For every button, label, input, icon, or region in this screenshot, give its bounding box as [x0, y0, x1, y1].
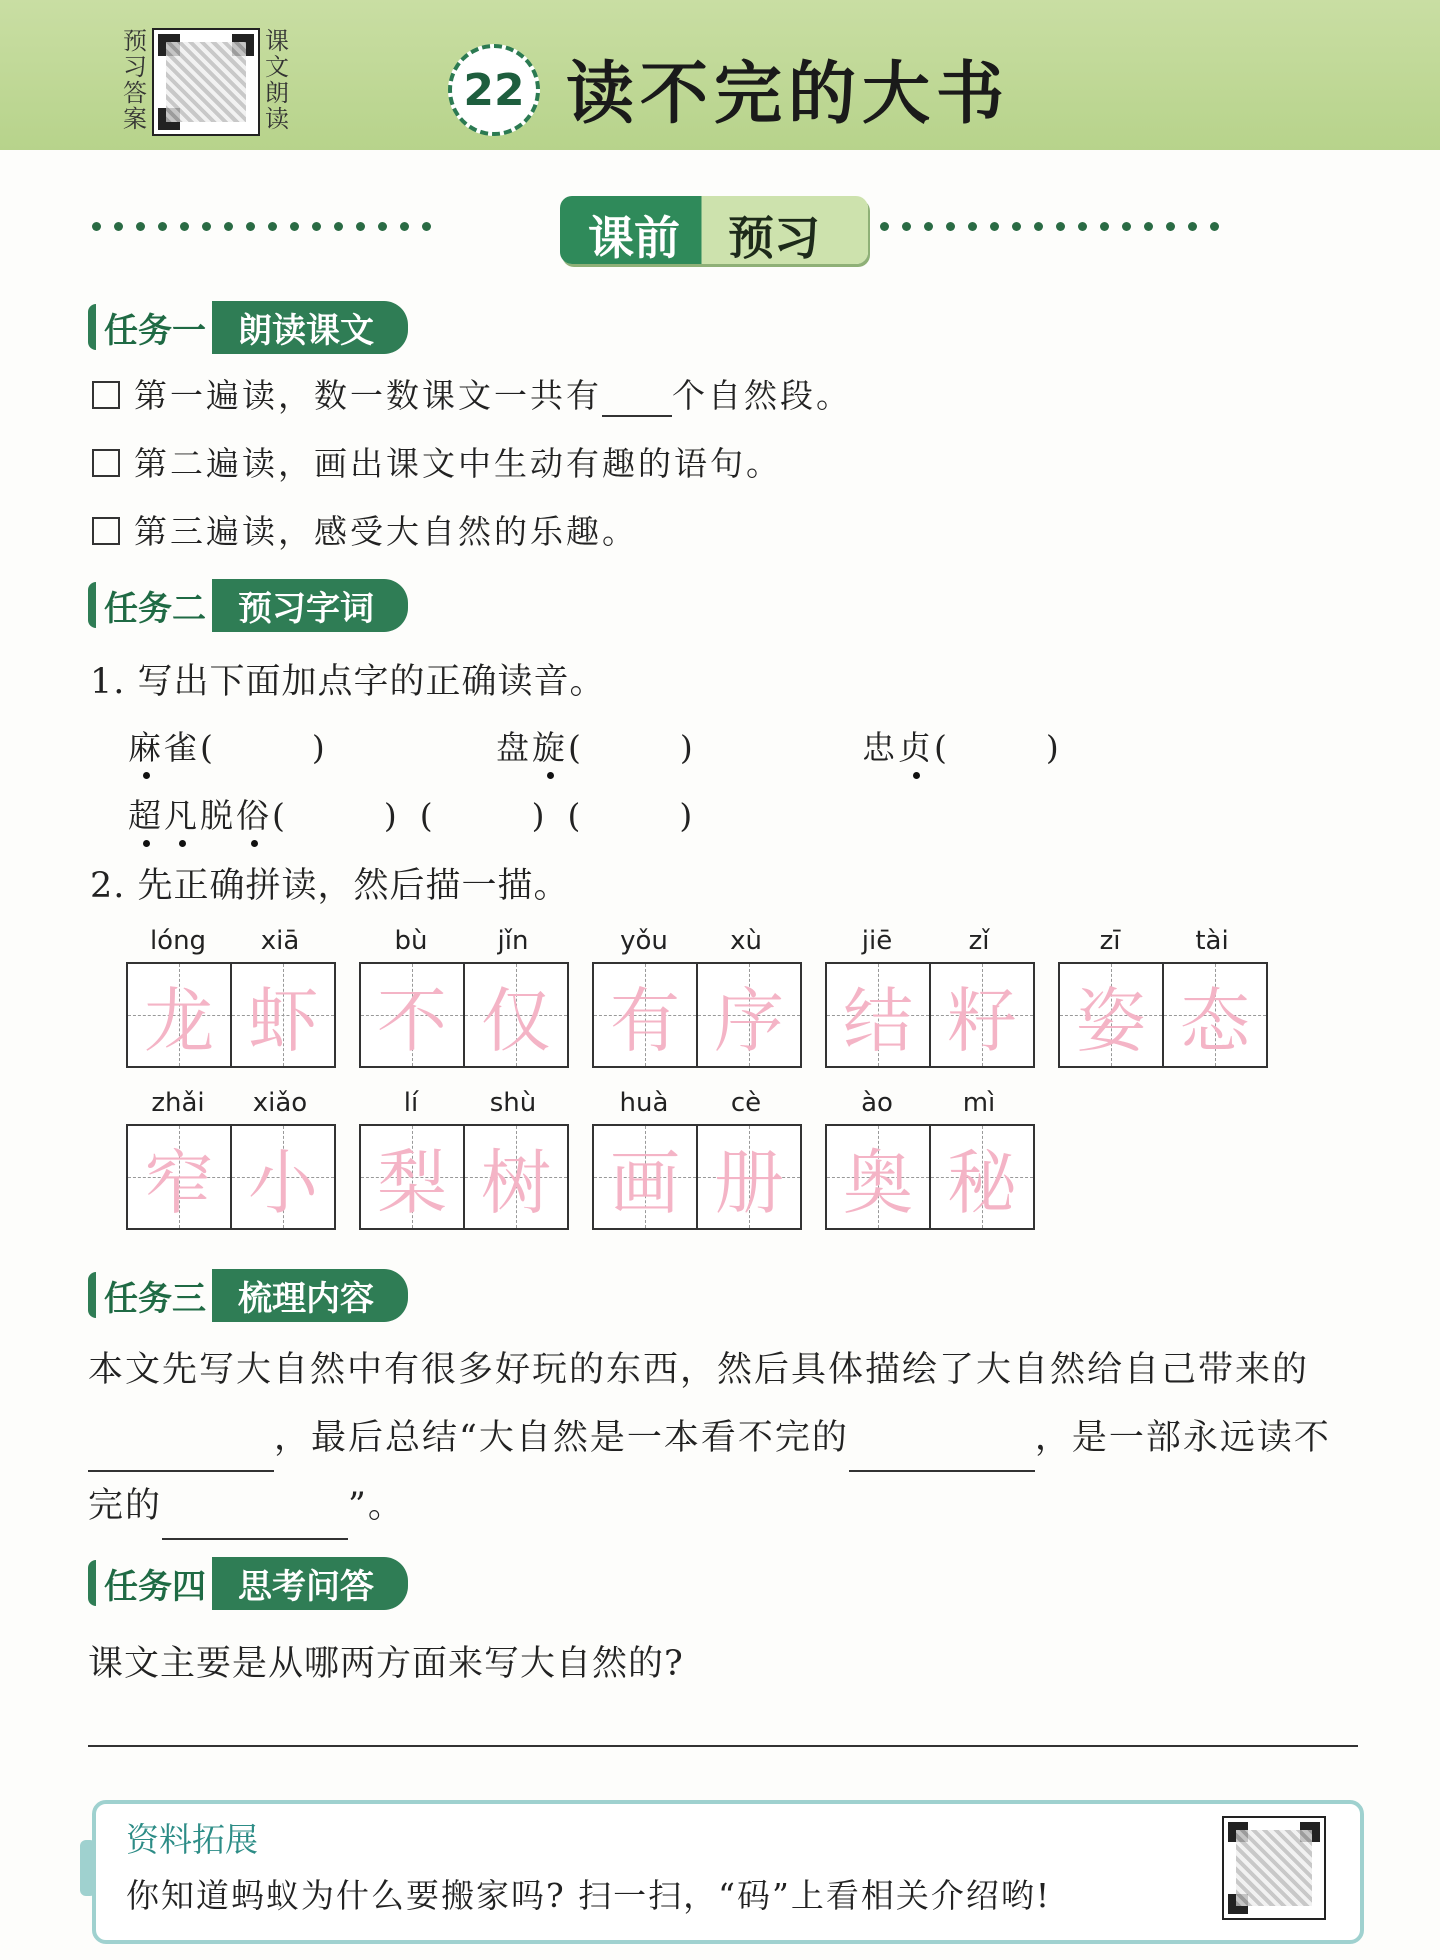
section-banner	[560, 196, 868, 264]
tracing-word	[1058, 926, 1270, 1066]
tracing-word	[359, 1088, 571, 1228]
reading-item	[92, 506, 638, 553]
task-heading	[88, 304, 408, 350]
summary-line: ，最后总结“大自然是一本看不完的 ，是一部永远读不	[88, 1404, 1358, 1472]
tracing-cell[interactable]: 树	[463, 1124, 569, 1230]
banner-part1: 课前	[588, 211, 680, 265]
summary-line: 本文先写大自然中有很多好玩的东西，然后具体描绘了大自然给自己带来的	[88, 1350, 1310, 1390]
lesson-title: 读不完的大书	[566, 55, 1011, 134]
pinyin: yǒu	[620, 926, 668, 956]
header-banner	[0, 0, 1440, 150]
answer-blank[interactable]	[88, 1436, 274, 1472]
pinyin: jǐn	[497, 926, 529, 956]
pinyin-word: 盘旋( )	[496, 722, 696, 769]
answer-label: 预习答案	[123, 27, 147, 133]
checkbox[interactable]	[92, 517, 120, 545]
pinyin: xiǎo	[252, 1088, 308, 1118]
reading-text: 第二遍读，画出课文中生动有趣的语句。	[134, 444, 782, 483]
answer-line[interactable]	[88, 1745, 1358, 1747]
dots-right	[880, 222, 1219, 234]
tracing-cell[interactable]: 结	[825, 962, 931, 1068]
tracing-cell[interactable]: 窄	[126, 1124, 232, 1230]
task-heading	[88, 1560, 408, 1606]
checkbox[interactable]	[92, 381, 120, 409]
task-heading	[88, 582, 408, 628]
summary-paragraph	[88, 1336, 1358, 1540]
tracing-cell[interactable]: 仅	[463, 962, 569, 1068]
extension-qr-code[interactable]	[1222, 1816, 1326, 1920]
question-1: 1. 写出下面加点字的正确读音。	[90, 662, 606, 702]
tracing-cell[interactable]: 小	[230, 1124, 336, 1230]
answer-blank[interactable]	[602, 381, 672, 417]
pinyin: cè	[730, 1088, 762, 1118]
reading-text: 第一遍读，数一数课文一共有	[134, 376, 602, 415]
tracing-word	[592, 1088, 804, 1228]
task-title: 思考问答	[212, 1557, 408, 1610]
task-title: 预习字词	[212, 579, 408, 632]
pinyin: lí	[403, 1088, 419, 1118]
tracing-word	[825, 926, 1037, 1066]
pinyin: tài	[1195, 926, 1229, 956]
pinyin-word: 忠贞( )	[862, 722, 1062, 769]
tracing-word	[359, 926, 571, 1066]
answer-blank[interactable]	[849, 1436, 1035, 1472]
tracing-cell[interactable]: 秘	[929, 1124, 1035, 1230]
question-2: 2. 先正确拼读，然后描一描。	[90, 866, 570, 906]
tracing-cell[interactable]: 梨	[359, 1124, 465, 1230]
pinyin: xiā	[260, 926, 300, 956]
answer-qr-code[interactable]	[152, 28, 260, 136]
task-title: 朗读课文	[212, 301, 408, 354]
tracing-cell[interactable]: 册	[696, 1124, 802, 1230]
tracing-cell[interactable]: 龙	[126, 962, 232, 1068]
tracing-word	[126, 1088, 338, 1228]
pinyin: mì	[962, 1088, 996, 1118]
banner-part2: 预习	[728, 211, 820, 265]
task-number: 任务一	[104, 310, 206, 351]
pinyin: shù	[489, 1088, 537, 1118]
task-number: 任务三	[104, 1278, 206, 1319]
tracing-cell[interactable]: 有	[592, 962, 698, 1068]
dots-left	[92, 222, 431, 234]
extension-box	[92, 1800, 1364, 1944]
task-heading	[88, 1272, 408, 1318]
question-text: 课文主要是从哪两方面来写大自然的?	[88, 1644, 684, 1684]
extension-body: 你知道蚂蚁为什么要搬家吗? 扫一扫，“码”上看相关介绍哟!	[126, 1876, 1052, 1915]
reading-item	[92, 438, 782, 485]
summary-line: 完的 ”。	[88, 1472, 1358, 1540]
pinyin: zī	[1099, 926, 1121, 956]
pinyin: bù	[394, 926, 428, 956]
reading-label: 课文朗读	[265, 27, 289, 133]
pinyin: zhǎi	[151, 1088, 205, 1118]
reading-text: 个自然段。	[672, 376, 852, 415]
pinyin-word: 超凡脱俗( ) ( ) ( )	[128, 790, 695, 837]
pinyin: xù	[730, 926, 762, 956]
tracing-cell[interactable]: 不	[359, 962, 465, 1068]
pinyin-word: 麻雀( )	[128, 722, 328, 769]
tracing-cell[interactable]: 虾	[230, 962, 336, 1068]
extension-heading: 资料拓展	[126, 1820, 258, 1859]
tracing-word	[592, 926, 804, 1066]
reading-text: 第三遍读，感受大自然的乐趣。	[134, 512, 638, 551]
task-number: 任务四	[104, 1566, 206, 1607]
task-number: 任务二	[104, 588, 206, 629]
answer-blank[interactable]	[162, 1504, 348, 1540]
task-title: 梳理内容	[212, 1269, 408, 1322]
pinyin: lóng	[149, 926, 207, 956]
tracing-cell[interactable]: 奥	[825, 1124, 931, 1230]
pinyin: jiē	[861, 926, 893, 956]
pinyin: huà	[619, 1088, 669, 1118]
pinyin: ào	[861, 1088, 893, 1118]
tracing-word	[126, 926, 338, 1066]
reading-item	[92, 370, 852, 417]
tracing-cell[interactable]: 画	[592, 1124, 698, 1230]
tracing-cell[interactable]: 态	[1162, 962, 1268, 1068]
tracing-cell[interactable]: 籽	[929, 962, 1035, 1068]
checkbox[interactable]	[92, 449, 120, 477]
tracing-cell[interactable]: 姿	[1058, 962, 1164, 1068]
pinyin: zǐ	[968, 926, 990, 956]
tracing-cell[interactable]: 序	[696, 962, 802, 1068]
lesson-number: 22	[448, 44, 540, 136]
tracing-word	[825, 1088, 1037, 1228]
